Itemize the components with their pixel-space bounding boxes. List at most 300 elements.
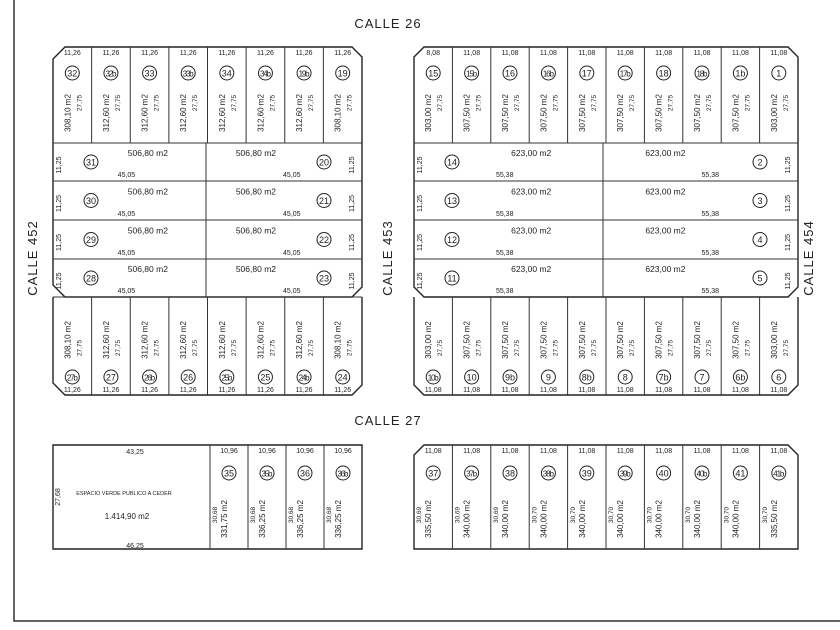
lot-number: 31 — [85, 157, 97, 168]
lot-area: 308,10 m2 — [63, 94, 73, 132]
lot-width: 10,96 — [220, 448, 238, 455]
lot-row — [417, 226, 792, 258]
lot — [683, 297, 713, 395]
lot-depth: 30,70 — [531, 506, 539, 524]
lot-depth: 30,68 — [326, 506, 333, 524]
lot-number: 40 — [658, 468, 669, 479]
block-c — [53, 445, 362, 550]
lot-width: 11,08 — [501, 448, 519, 455]
lot-width: 11,25 — [785, 272, 792, 290]
lot-depth: 30,70 — [723, 506, 731, 524]
lot-area: 336,25 m2 — [334, 500, 343, 538]
lot-area: 308,10 m2 — [63, 321, 73, 359]
lot-depth: 55,38 — [495, 250, 514, 257]
lot-depth: 27,75 — [475, 94, 483, 112]
lot-width: 11,08 — [578, 448, 596, 455]
lot-width: 11,08 — [655, 448, 673, 455]
lot-number: 15 — [428, 68, 439, 79]
green-bottom-dimension: 46,25 — [126, 543, 144, 550]
lot — [286, 445, 314, 549]
lot-width: 11,08 — [539, 448, 557, 455]
lot-number: 34 — [221, 68, 232, 79]
lot-width: 11,25 — [56, 195, 63, 212]
lot-depth: 27,75 — [192, 339, 200, 357]
lot — [760, 47, 790, 143]
lot-width: 11,25 — [417, 156, 424, 174]
lot-number: 24b — [298, 373, 310, 383]
lot — [63, 321, 83, 394]
lot — [529, 47, 559, 143]
lot-area: 336,25 m2 — [258, 500, 267, 538]
lot — [606, 47, 636, 143]
lot — [246, 47, 276, 143]
lot — [63, 50, 83, 132]
lot — [248, 445, 276, 549]
lot-depth: 27,75 — [744, 94, 752, 112]
lot-number: 5 — [757, 273, 763, 284]
lot-area: 340,00 m2 — [501, 500, 510, 538]
lot-area: 623,00 m2 — [645, 148, 686, 158]
block-b — [414, 47, 798, 395]
lot-area: 623,00 m2 — [645, 225, 686, 236]
lot-number: 9b — [504, 372, 516, 383]
lot-area: 307,50 m2 — [577, 94, 587, 132]
lot — [606, 445, 634, 549]
lot-number: 4 — [757, 234, 763, 245]
lot-area: 303,00 m2 — [424, 94, 434, 132]
lot-depth: 27,75 — [76, 339, 84, 357]
lot-depth: 27,75 — [744, 339, 752, 357]
lot-number: 7b — [658, 372, 669, 383]
lot-area: 312,60 m2 — [101, 94, 111, 132]
lot-width: 11,26 — [63, 50, 81, 57]
lot-area: 336,25 m2 — [296, 500, 305, 538]
lot-number: 32 — [67, 68, 78, 79]
lot-width: 11,08 — [463, 50, 481, 57]
lot-depth: 27,75 — [76, 94, 84, 112]
lot-width: 11,25 — [349, 272, 356, 290]
lot-number: 6b — [735, 372, 746, 383]
lot — [452, 445, 480, 549]
lot-number: 35 — [223, 468, 235, 479]
lot-depth: 27,75 — [590, 94, 598, 112]
lot — [208, 47, 238, 143]
lot-area: 312,60 m2 — [256, 94, 266, 132]
lot-depth: 45,05 — [117, 172, 136, 179]
lot — [92, 297, 122, 395]
lot-depth: 27,75 — [552, 94, 560, 112]
lot-width: 11,25 — [349, 156, 356, 174]
lot-width: 11,26 — [141, 387, 159, 394]
lot-area: 312,60 m2 — [295, 321, 305, 359]
lot-width: 11,25 — [56, 272, 63, 290]
lot-width: 11,08 — [693, 50, 711, 57]
lot-number: 24 — [337, 372, 348, 383]
lot-area: 623,00 m2 — [645, 186, 686, 197]
lot-area: 340,00 m2 — [462, 500, 472, 538]
lot-number: 33 — [144, 68, 155, 79]
lot-number: 14 — [446, 157, 458, 168]
lot-width: 11,26 — [334, 50, 352, 57]
lot-area: 312,60 m2 — [217, 94, 227, 132]
green-side-dimension: 27,68 — [55, 488, 62, 506]
lot-area: 307,50 m2 — [616, 321, 626, 359]
lot-depth: 27,75 — [153, 339, 161, 357]
lot-area: 506,80 m2 — [235, 186, 277, 197]
lot-number: 18 — [658, 68, 669, 79]
lot-depth: 30,70 — [685, 506, 692, 524]
lot-number: 37 — [428, 468, 439, 479]
lot-width: 11,08 — [770, 448, 788, 455]
lot-depth: 55,38 — [495, 288, 514, 295]
lot-number: 39 — [581, 468, 592, 479]
lot-depth: 27,75 — [114, 339, 122, 357]
lot-area: 307,50 m2 — [654, 321, 664, 359]
lot-area: 340,00 m2 — [693, 500, 702, 538]
lot-width: 11,08 — [616, 448, 634, 455]
lot — [130, 47, 160, 143]
lot-number: 10b — [427, 373, 439, 383]
lot — [491, 47, 521, 143]
lot-area: 307,50 m2 — [693, 321, 702, 359]
lot-area: 307,50 m2 — [577, 321, 587, 359]
lot-depth: 27,75 — [475, 339, 483, 357]
lot-depth: 55,38 — [495, 211, 514, 218]
lot — [416, 448, 442, 538]
lot-number: 16 — [504, 68, 516, 79]
lot-depth: 30,70 — [761, 506, 769, 524]
lot-number: 16b — [542, 69, 554, 79]
lot-width: 11,25 — [785, 234, 792, 251]
lot-area: 312,60 m2 — [179, 94, 189, 132]
lot-area: 312,60 m2 — [140, 94, 150, 132]
lot-depth: 27,75 — [269, 339, 277, 357]
lot-width: 11,08 — [731, 50, 749, 57]
lot-area: 312,60 m2 — [256, 321, 266, 359]
lot-width: 11,08 — [731, 387, 749, 394]
lot-number: 30 — [85, 195, 97, 206]
lot-width: 11,26 — [256, 50, 274, 57]
lot-depth: 45,05 — [283, 288, 301, 295]
lot-area: 308,10 m2 — [333, 321, 343, 359]
lot-depth: 30,70 — [569, 506, 577, 524]
lot-area: 312,60 m2 — [295, 94, 305, 132]
lot-depth: 55,38 — [495, 172, 514, 179]
lot-depth: 27,75 — [153, 94, 161, 112]
lot — [323, 47, 353, 143]
lot-width: 11,08 — [693, 387, 711, 394]
green-space-label: ESPACIO VERDE PUBLICO A CEDER — [76, 491, 172, 497]
lot-width: 11,08 — [424, 448, 442, 455]
lot-width: 11,08 — [424, 387, 442, 394]
lot — [92, 47, 122, 143]
lot-depth: 27,75 — [667, 339, 675, 357]
lot-number: 26b — [144, 373, 156, 383]
lot-area: 623,00 m2 — [645, 264, 686, 274]
lot-width: 11,08 — [501, 387, 519, 394]
lot-area: 506,80 m2 — [235, 264, 277, 274]
lot — [285, 297, 315, 395]
green-space-area: 1.414,90 m2 — [104, 512, 150, 521]
lot-area: 303,00 m2 — [769, 94, 779, 132]
lot-area: 506,80 m2 — [127, 264, 168, 274]
lot-number: 17 — [581, 68, 592, 79]
lot — [760, 297, 790, 395]
lot — [760, 445, 788, 549]
lot-number: 35b — [261, 469, 273, 479]
block-a — [53, 47, 362, 395]
lot-number: 34b — [259, 69, 271, 79]
lot-area: 312,60 m2 — [179, 321, 189, 359]
lot-depth: 27,75 — [514, 94, 521, 112]
lot-width: 11,25 — [349, 195, 356, 212]
lot-width: 11,08 — [731, 448, 749, 455]
lot-number: 23 — [318, 273, 330, 284]
street-label-calle-454: CALLE 454 — [801, 220, 816, 296]
lot-number: 10 — [466, 372, 477, 383]
lot-area: 307,50 m2 — [462, 321, 472, 359]
lot-area: 340,00 m2 — [654, 500, 664, 538]
lot-depth: 27,75 — [114, 94, 122, 112]
lot-number: 40b — [696, 469, 708, 479]
lot-area: 307,50 m2 — [654, 94, 664, 132]
lot-number: 18b — [696, 69, 708, 79]
lot-area: 331,75 m2 — [220, 500, 229, 538]
lot — [644, 445, 672, 549]
lot-depth: 30,69 — [493, 506, 500, 524]
lot — [324, 445, 352, 549]
lot — [529, 297, 559, 395]
lot — [568, 445, 596, 549]
lot-area: 623,00 m2 — [511, 148, 552, 158]
lot-number: 32b — [105, 69, 117, 79]
lot — [452, 47, 482, 143]
lot-row — [417, 187, 792, 219]
lot — [208, 297, 238, 395]
lot-depth: 27,75 — [514, 339, 521, 357]
lot-number: 41 — [735, 468, 746, 479]
lot-depth: 27,75 — [308, 94, 316, 112]
lot-depth: 27,75 — [437, 94, 445, 112]
lot-width: 11,26 — [179, 50, 197, 57]
lot-number: 36b — [337, 469, 349, 479]
lot-width: 11,25 — [785, 195, 792, 212]
lot — [424, 50, 444, 132]
lot-width: 11,08 — [539, 50, 557, 57]
lot-area: 303,00 m2 — [769, 321, 779, 359]
lot — [285, 47, 315, 143]
lot-area: 340,00 m2 — [616, 500, 626, 538]
lot — [644, 297, 674, 395]
lot-depth: 27,75 — [552, 339, 560, 357]
street-label-calle-26: CALLE 26 — [354, 16, 422, 31]
lot-depth: 30,70 — [608, 506, 616, 524]
lot-number: 1b — [735, 68, 746, 79]
lot-width: 11,26 — [63, 387, 81, 394]
lot-width: 11,08 — [616, 387, 634, 394]
lot-number: 21 — [318, 195, 330, 206]
lot-depth: 27,75 — [667, 94, 675, 112]
lot-number: 19b — [298, 69, 310, 79]
lot-width: 11,26 — [295, 387, 313, 394]
lot — [683, 47, 713, 143]
lot-width: 11,26 — [102, 387, 120, 394]
lot-width: 11,08 — [463, 448, 481, 455]
lot-width: 11,26 — [102, 50, 120, 57]
lot-depth: 30,68 — [288, 506, 295, 524]
lot-area: 506,80 m2 — [127, 225, 168, 236]
lot-number: 22 — [318, 234, 330, 245]
lot-area: 335,50 m2 — [769, 500, 779, 538]
lot-depth: 45,05 — [283, 172, 301, 179]
lot-depth: 55,38 — [701, 211, 720, 218]
lot-number: 13 — [446, 195, 458, 206]
lot-area: 312,60 m2 — [101, 321, 111, 359]
lot-area: 340,00 m2 — [731, 500, 741, 538]
lot-width: 11,08 — [578, 387, 596, 394]
lot-area: 335,50 m2 — [424, 500, 434, 538]
lot-depth: 30,70 — [646, 506, 654, 524]
lot-number: 7 — [699, 372, 705, 383]
lot-depth: 27,75 — [346, 339, 354, 357]
lot-number: 15b — [466, 69, 478, 79]
lot-width: 11,08 — [616, 50, 634, 57]
lot-depth: 27,75 — [230, 94, 238, 112]
lot-width: 11,26 — [295, 50, 313, 57]
lot-area: 506,80 m2 — [127, 186, 168, 197]
lot-area: 506,80 m2 — [127, 148, 168, 158]
lot — [568, 297, 598, 395]
lot — [323, 297, 353, 395]
lot-number: 19 — [337, 68, 348, 79]
lot-area: 307,50 m2 — [462, 94, 472, 132]
lot-width: 11,25 — [56, 234, 63, 251]
lot-area: 307,50 m2 — [501, 94, 510, 132]
lot — [491, 445, 519, 549]
lot-area: 340,00 m2 — [577, 500, 587, 538]
lot-width: 10,96 — [296, 448, 314, 455]
lot-width: 11,26 — [141, 50, 159, 57]
lot-number: 27 — [105, 372, 116, 383]
lot-width: 10,96 — [258, 448, 276, 455]
lot-depth: 27,75 — [590, 339, 598, 357]
lot-depth: 45,05 — [117, 288, 136, 295]
lot-width: 11,25 — [417, 234, 424, 251]
lot-width: 11,08 — [693, 448, 711, 455]
lot-depth: 27,75 — [308, 339, 316, 357]
lot-depth: 45,05 — [283, 211, 301, 218]
green-space — [55, 449, 172, 550]
lot-width: 11,08 — [539, 387, 557, 394]
lot-area: 623,00 m2 — [511, 225, 552, 236]
lot-width: 11,08 — [655, 387, 673, 394]
lot-width: 11,25 — [785, 156, 792, 174]
lot-area: 623,00 m2 — [511, 186, 552, 197]
lot-depth: 27,75 — [706, 339, 713, 357]
lot-depth: 27,75 — [269, 94, 277, 112]
lot-width: 11,25 — [56, 156, 63, 174]
lot — [721, 47, 751, 143]
lot-number: 25 — [260, 372, 271, 383]
lot — [606, 297, 636, 395]
lot-area: 307,50 m2 — [539, 94, 549, 132]
lot-depth: 30,69 — [454, 506, 462, 524]
lot-width: 11,08 — [770, 387, 788, 394]
lot-number: 8 — [622, 372, 628, 383]
street-label-calle-452: CALLE 452 — [25, 220, 40, 296]
lot-number: 27b — [66, 373, 78, 383]
lot-width: 8,08 — [426, 50, 441, 57]
lot — [721, 297, 751, 395]
lot-row — [417, 148, 792, 179]
lot — [683, 445, 711, 549]
lot — [452, 297, 482, 395]
lot-width: 11,26 — [179, 387, 197, 394]
lot-area: 307,50 m2 — [539, 321, 549, 359]
lot-number: 33b — [182, 69, 194, 79]
block-d — [414, 445, 798, 549]
lot-area: 307,50 m2 — [731, 321, 741, 359]
lot-width: 11,25 — [417, 195, 424, 212]
green-top-dimension: 43,25 — [126, 449, 144, 456]
lot-depth: 27,75 — [629, 339, 637, 357]
lot — [721, 445, 749, 549]
lot-width: 11,25 — [417, 272, 424, 290]
lot-width: 11,26 — [218, 387, 236, 394]
lot — [246, 297, 276, 395]
lot-area: 506,80 m2 — [235, 225, 277, 236]
lot-width: 11,08 — [463, 387, 481, 394]
lot-area: 312,60 m2 — [140, 321, 150, 359]
lot-area: 340,00 m2 — [539, 500, 549, 538]
lot-number: 11 — [447, 273, 457, 284]
lot-depth: 55,38 — [701, 172, 720, 179]
lot-width: 11,08 — [655, 50, 673, 57]
lot-depth: 27,75 — [437, 339, 445, 357]
lot-number: 25b — [221, 373, 233, 383]
lot-depth: 27,75 — [230, 339, 238, 357]
lot-number: 41b — [773, 469, 785, 479]
lot — [169, 47, 199, 143]
lot-depth: 30,68 — [250, 506, 257, 524]
lot-width: 11,08 — [578, 50, 596, 57]
lot-width: 10,96 — [334, 448, 352, 455]
lot-area: 623,00 m2 — [511, 264, 552, 274]
lot-width: 11,08 — [501, 50, 519, 57]
lot-area: 506,80 m2 — [235, 148, 277, 158]
street-label-calle-27: CALLE 27 — [354, 413, 422, 428]
lot — [130, 297, 160, 395]
lot-number: 6 — [776, 372, 782, 383]
lot-number: 36 — [299, 468, 311, 479]
lot-area: 303,00 m2 — [424, 321, 434, 359]
lot-number: 20 — [318, 157, 330, 168]
lot-depth: 27,75 — [346, 94, 354, 112]
lot-width: 11,26 — [218, 50, 236, 57]
lot-number: 2 — [757, 157, 763, 168]
lot-depth: 30,68 — [212, 506, 219, 524]
lot-depth: 45,05 — [117, 250, 136, 257]
lot-number: 29 — [85, 234, 97, 245]
lot-number: 38 — [504, 468, 516, 479]
lot — [424, 321, 444, 394]
lot-area: 307,50 m2 — [731, 94, 741, 132]
lot-depth: 27,75 — [782, 94, 790, 112]
lot-depth: 30,69 — [416, 506, 424, 524]
lot-depth: 45,05 — [117, 211, 136, 218]
lot — [529, 445, 557, 549]
lot-row — [417, 264, 792, 295]
